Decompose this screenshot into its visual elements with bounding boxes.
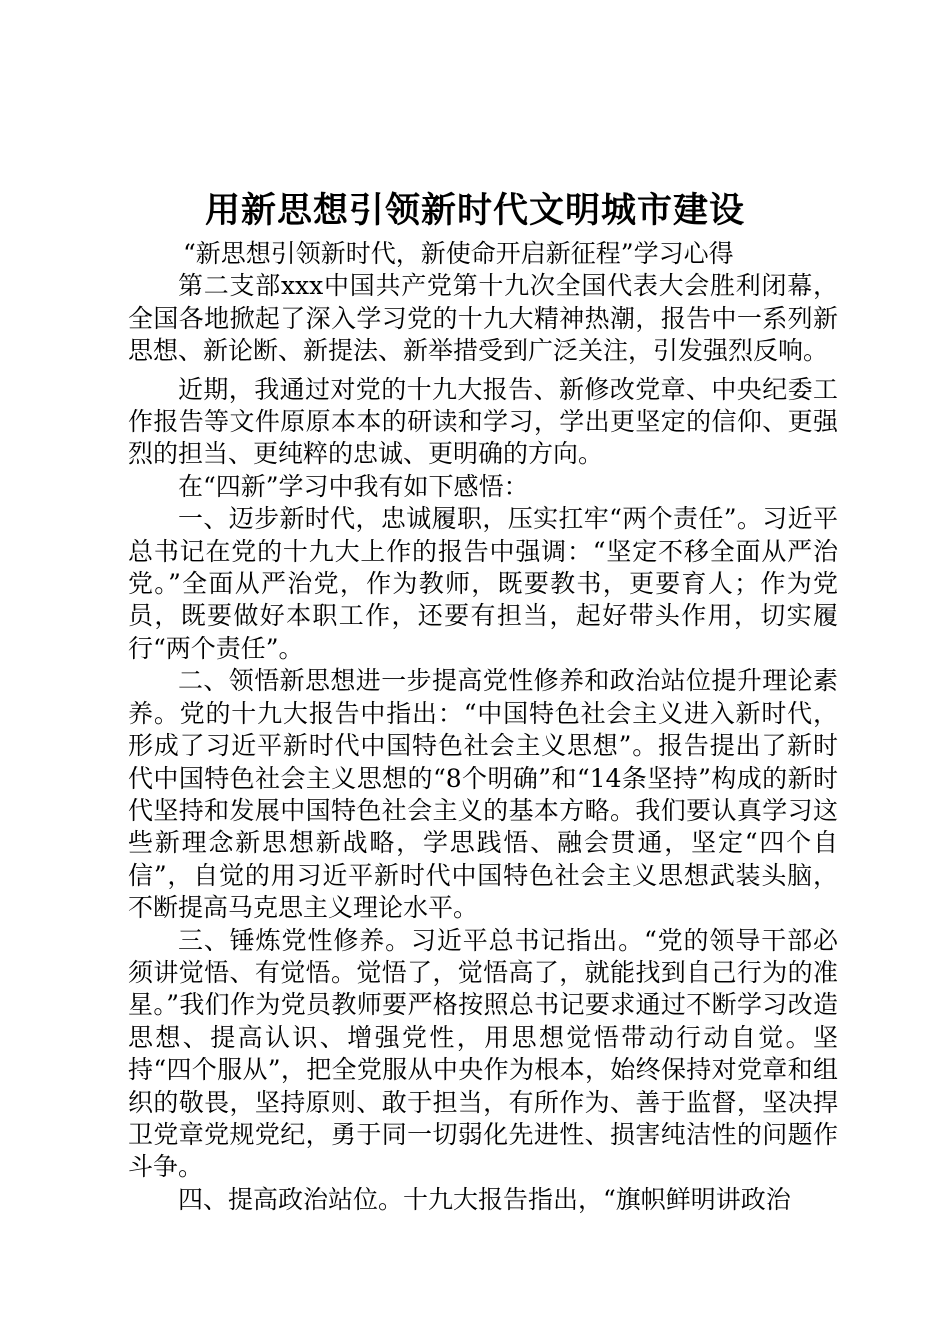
paragraph-point-three: 三、锤炼党性修养。习近平总书记指出。“党的领导干部必须讲觉悟、有觉悟。觉悟了，觉悟高了，就能找到自己行为的准星。”我们作为党员教师要严格按照总书记要求通过不断学习改造思想、提高认识、增强党性，用思想觉悟带动行动自觉。坚持“四个服从”，把全党服从中央作为根本，始终保持对党章和组织的敬畏，坚持原则、敢于担当，有所作为、善于监督，坚决捍卫党章党规党纪，勇于同一切弱化先进性、损害纯洁性的问题作斗争。 — [128, 925, 838, 1182]
document-title: 用新思想引领新时代文明城市建设 — [204, 190, 745, 231]
paragraph-point-four: 四、提高政治站位。十九大报告指出，“旗帜鲜明讲政治 — [178, 1184, 791, 1214]
paragraph-point-one: 一、迈步新时代，忠诚履职，压实扛牢“两个责任”。习近平总书记在党的十九大上作的报告中强调：“坚定不移全面从严治党。”全面从严治党，作为教师，既要教书，更要育人；作为党员，既要做好本职工作，还要有担当，起好带头作用，切实履行“两个责任”。 — [128, 504, 838, 663]
paragraph-study: 近期，我通过对党的十九大报告、新修改党章、中央纪委工作报告等文件原原本本的研读和学习，学出更坚定的信仰、更强烈的担当、更纯粹的忠诚、更明确的方向。 — [128, 374, 838, 469]
paragraph-intro: 第二支部xxx中国共产党第十九次全国代表大会胜利闭幕，全国各地掀起了深入学习党的十九大精神热潮，报告中一系列新思想、新论断、新提法、新举措受到广泛关注，引发强烈反响。 — [128, 271, 838, 366]
paragraph-point-two: 二、领悟新思想进一步提高党性修养和政治站位提升理论素养。党的十九大报告中指出：“中国特色社会主义进入新时代，形成了习近平新时代中国特色社会主义思想”。报告提出了新时代中国特色社会主义思想的“8个明确”和“14条坚持”构成的新时代坚持和发展中国特色社会主义的基本方略。我们要认真学习这些新理念新思想新战略，学思践悟、融会贯通，坚定“四个自信”，自觉的用习近平新时代中国特色社会主义思想武装头脑，不断提高马克思主义理论水平。 — [128, 666, 838, 923]
document-subtitle: “新思想引领新时代，新使命开启新征程”学习心得 — [183, 239, 734, 268]
document-body — [128, 238, 838, 1216]
paragraph-insights-lead: 在“四新”学习中我有如下感悟： — [178, 471, 529, 501]
